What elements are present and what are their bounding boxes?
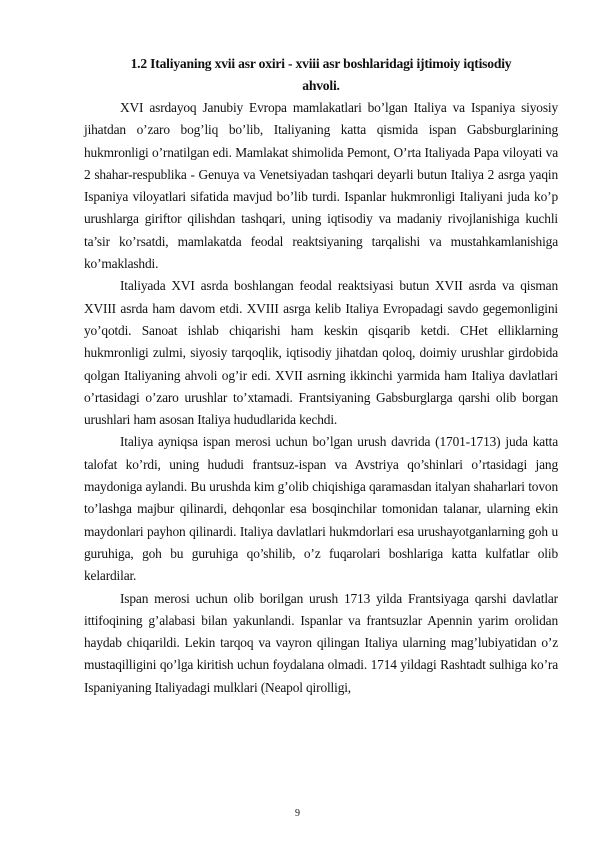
paragraph-3: Italiya ayniqsa ispan merosi uchun bo’lgan urush davrida (1701-1713) juda katta talofat ko’rdi, uning hududi frantsuz-ispan va Avstriya qo’shinlari o’rtasidagi jang maydoniga aylandi. Bu urushda kim g’olib chiqishiga qaramasdan italyan shaharlari tovon to’lashga majbur qilinardi, dehqonlar esa bosqinchilar tomonidan talanar, ularning ekin maydonlari payhon qilinardi. Italiya davlatlari hukmdorlari esa urushayotganlarning goh u guruhiga, goh bu guruhiga qo’shilib, o’z fuqarolari boshlariga katta kulfatlar olib kelardilar. — [84, 434, 558, 584]
paragraph-4: Ispan merosi uchun olib borilgan urush 1713 yilda Frantsiyaga qarshi davlatlar ittifoqining g’alabasi bilan yakunlandi. Ispanlar va frantsuzlar Apennin yarim orolidan haydab chiqarildi. Lekin tarqoq va vayron qilingan Italiya ularning mag’lubiyatidan o’z mustaqilligini qo’lga kiritish uchun foydalana olmadi. 1714 yildagi Rashtadt sulhiga ko’ra Ispaniyaning Italiyadagi mulklari (Neapol qirolligi, — [84, 590, 558, 695]
section-heading-line-1: 1.2 Italiyaning xvii asr oxiri - xviii asr boshlaridagi ijtimoiy iqtisodiy — [130, 56, 512, 71]
body-text — [84, 97, 558, 699]
paragraph-1: XVI asrdayoq Janubiy Evropa mamlakatlari bo’lgan Italiya va Ispaniya siyosiy jihatdan o’zaro bog’liq bo’lib, Italiyaning katta qismida ispan Gabsburglarining hukmronligi o’rnatilgan edi. Mamlakat shimolida Pemont, O’rta Italiyada Papa viloyati va 2 shahar-respublika - Genuya va Venetsiyadan tashqari deyarli butun Italiya 2 asrga yaqin Ispaniya viloyatlari sifatida mavjud bo’lib turdi. Ispanlar hukmronligi Italiyani juda ko’p urushlarga giriftor qilishdan tashqari, uning iqtisodiy va madaniy rivojlanishiga kuchli ta’sir ko’rsatdi, mamlakatda feodal reaktsiyaning tarqalishi va mustahkamlanishiga ko’maklashdi. — [84, 100, 558, 272]
page-number: 9 — [295, 808, 300, 819]
section-heading — [84, 53, 558, 97]
section-heading-line-2: ahvoli. — [302, 78, 340, 93]
paragraph-2: Italiyada XVI asrda boshlangan feodal reaktsiyasi butun XVII asrda va qisman XVIII asrda ham davom etdi. XVIII asrga kelib Italiya Evropadagi savdo gegemonligini yo’qotdi. Sanoat ishlab chiqarishi ham keskin qisqarib ketdi. CHet elliklarning hukmronligi zulmi, siyosiy tarqoqlik, iqtisodiy jihatdan qoloq, doimiy urushlar girdobida qolgan Italiyaning ahvoli og’ir edi. XVII asrning ikkinchi yarmida ham Italiya davlatlari o’rtasidagi o’zaro urushlar to’xtamadi. Frantsiyaning Gabsburglarga qarshi olib borgan urushlari ham asosan Italiya hududlarida kechdi. — [84, 278, 558, 428]
